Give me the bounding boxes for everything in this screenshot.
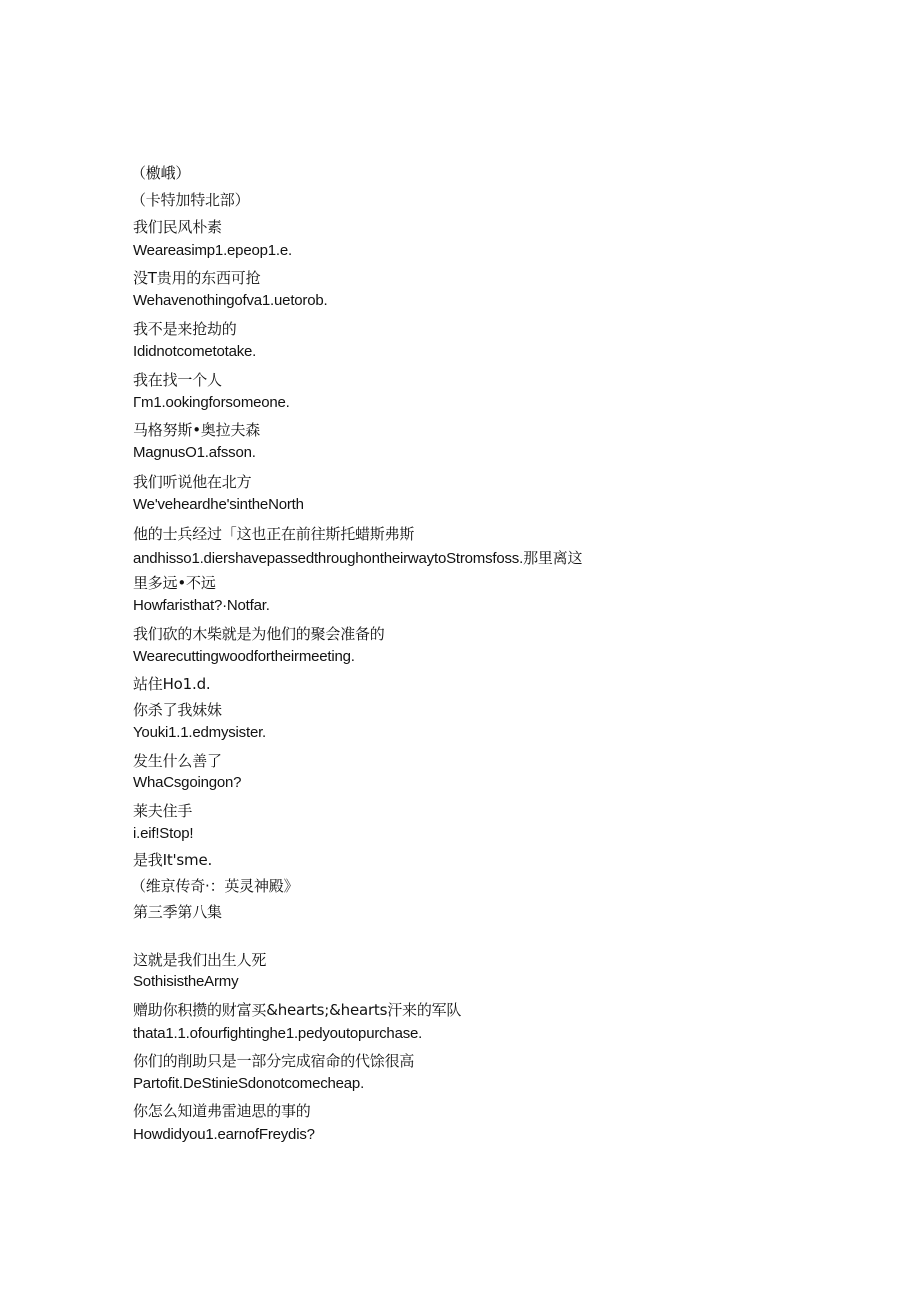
text-line: 这就是我们出生人死 [133, 951, 267, 969]
text-line: 你怎么知道弗雷迪思的事的 [133, 1102, 311, 1120]
text-line: Howfaristhat?·Notfar. [133, 597, 270, 614]
text-line: 是我It'sme. [133, 851, 213, 869]
text-line: Γm1.ookingforsomeone. [133, 394, 290, 411]
text-line: 里多远•不远 [133, 574, 216, 592]
text-line: 马格努斯•奥拉夫森 [133, 421, 261, 439]
text-line: Howdidyou1.earnofFreydis? [133, 1126, 315, 1143]
text-line: Weareasimp1.epeop1.e. [133, 242, 292, 259]
text-line: 你杀了我妹妹 [133, 701, 222, 719]
text-line: Youki1.1.edmysister. [133, 724, 267, 741]
text-line: 我在找一个人 [133, 371, 222, 389]
text-line: （卡特加特北部） [131, 191, 250, 209]
text-line: 我不是来抢劫的 [133, 320, 237, 338]
text-line: 发生什么善了 [133, 752, 222, 770]
text-line: 莱夫住手 [133, 802, 193, 820]
text-line: 第三季第八集 [133, 903, 222, 921]
text-line: andhisso1.diershavepassedthroughontheirwaytoStromsfoss.那里离这 [133, 550, 583, 567]
text-line: Partofit.DeStinieSdonotcomecheap. [133, 1075, 365, 1092]
text-line: Wehavenothingofva1.uetorob. [133, 292, 328, 309]
text-line: 站住Ho1.d. [133, 675, 211, 693]
text-line: SothisistheArmy [133, 973, 239, 990]
text-line: WhaCsgoingon? [133, 774, 242, 791]
text-line: i.eif!Stop! [133, 825, 194, 842]
text-line: Wearecuttingwoodfortheirmeeting. [133, 648, 355, 665]
text-line: 他的士兵经过「这也正在前往斯托蜡斯弗斯 [133, 525, 415, 543]
text-line: （檄峨） [131, 164, 191, 182]
text-line: We'veheardhe'sintheNorth [133, 496, 304, 513]
text-line: Ididnotcometotake. [133, 343, 257, 360]
text-line: 我们听说他在北方 [133, 473, 252, 491]
text-line: MagnusO1.afsson. [133, 444, 256, 461]
text-line: 我们砍的木柴就是为他们的聚会准备的 [133, 625, 385, 643]
text-line: （维京传奇·：英灵神殿》 [131, 877, 299, 895]
text-line: 没T贵用的东西可抢 [133, 269, 261, 287]
text-line: 你们的削助只是一部分完成宿命的代馀很高 [133, 1052, 415, 1070]
text-line: 我们民风朴素 [133, 218, 222, 236]
text-line: 赠助你积攒的财富买&hearts;&hearts汗来的军队 [133, 1001, 462, 1019]
text-line: thata1.1.ofourfightinghe1.pedyoutopurchase. [133, 1025, 423, 1042]
